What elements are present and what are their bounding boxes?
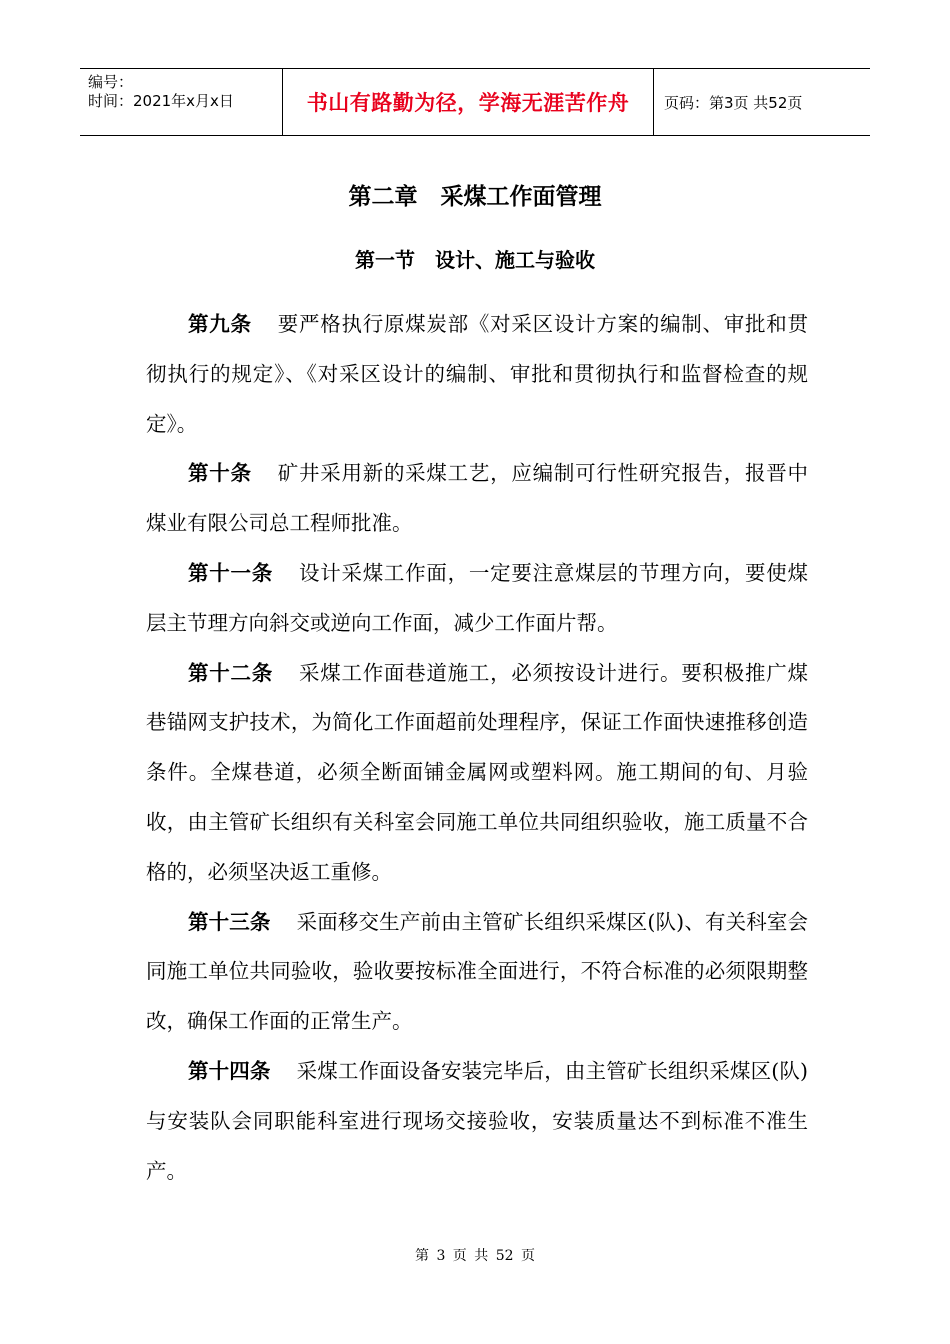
article-10 — [146, 449, 808, 549]
serial-number-label: 编号： — [88, 73, 134, 91]
article-text: 采煤工作面巷道施工，必须按设计进行。要积极推广煤巷锚网支护技术，为简化工作面超前处理程序，保证工作面快速推移创造条件。全煤巷道，必须全断面铺金属网或塑料网。施工期间的旬、月验收，由主管矿长组织有关科室会同施工单位共同组织验收，施工质量不合格的，必须坚决返工重修。 — [146, 660, 809, 884]
article-label: 第十四条 — [188, 1058, 271, 1083]
article-label: 第九条 — [188, 312, 252, 336]
article-label: 第十二条 — [188, 660, 273, 685]
article-label: 第十条 — [188, 461, 252, 486]
article-label: 第十一条 — [188, 560, 273, 585]
article-label: 第十三条 — [188, 909, 271, 934]
article-14 — [146, 1047, 808, 1196]
document-body — [146, 300, 808, 1196]
time-label: 时间：2021年x月x日 — [88, 92, 234, 110]
article-11 — [146, 549, 808, 649]
header-page-info: 页码：第3页 共52页 — [664, 93, 803, 112]
article-13 — [146, 898, 808, 1047]
header-motto: 书山有路勤为径，学海无涯苦作舟 — [282, 69, 654, 135]
article-text: 要严格执行原煤炭部《对采区设计方案的编制、审批和贯彻执行的规定》、《对采区设计的编制、审批和贯彻执行和监督检查的规定》。 — [146, 312, 809, 436]
article-9 — [146, 300, 808, 449]
page-header — [80, 68, 870, 136]
article-text: 矿井采用新的采煤工艺，应编制可行性研究报告，报晋中煤业有限公司总工程师批准。 — [146, 461, 809, 536]
page-footer: 第 3 页 共 52 页 — [415, 1248, 535, 1264]
article-text: 设计采煤工作面，一定要注意煤层的节理方向，要使煤层主节理方向斜交或逆向工作面，减少工作面片帮。 — [146, 560, 809, 635]
chapter-title: 第二章 采煤工作面管理 — [348, 184, 602, 210]
article-text: 采煤工作面设备安装完毕后，由主管矿长组织采煤区(队)与安装队会同职能科室进行现场交接验收，安装质量达不到标准不准生产。 — [146, 1058, 809, 1183]
header-meta — [80, 69, 282, 135]
article-text: 采面移交生产前由主管矿长组织采煤区(队)、有关科室会同施工单位共同验收，验收要按标准全面进行，不符合标准的必须限期整改，确保工作面的正常生产。 — [146, 909, 809, 1034]
article-12 — [146, 649, 808, 898]
section-title: 第一节 设计、施工与验收 — [355, 248, 595, 272]
